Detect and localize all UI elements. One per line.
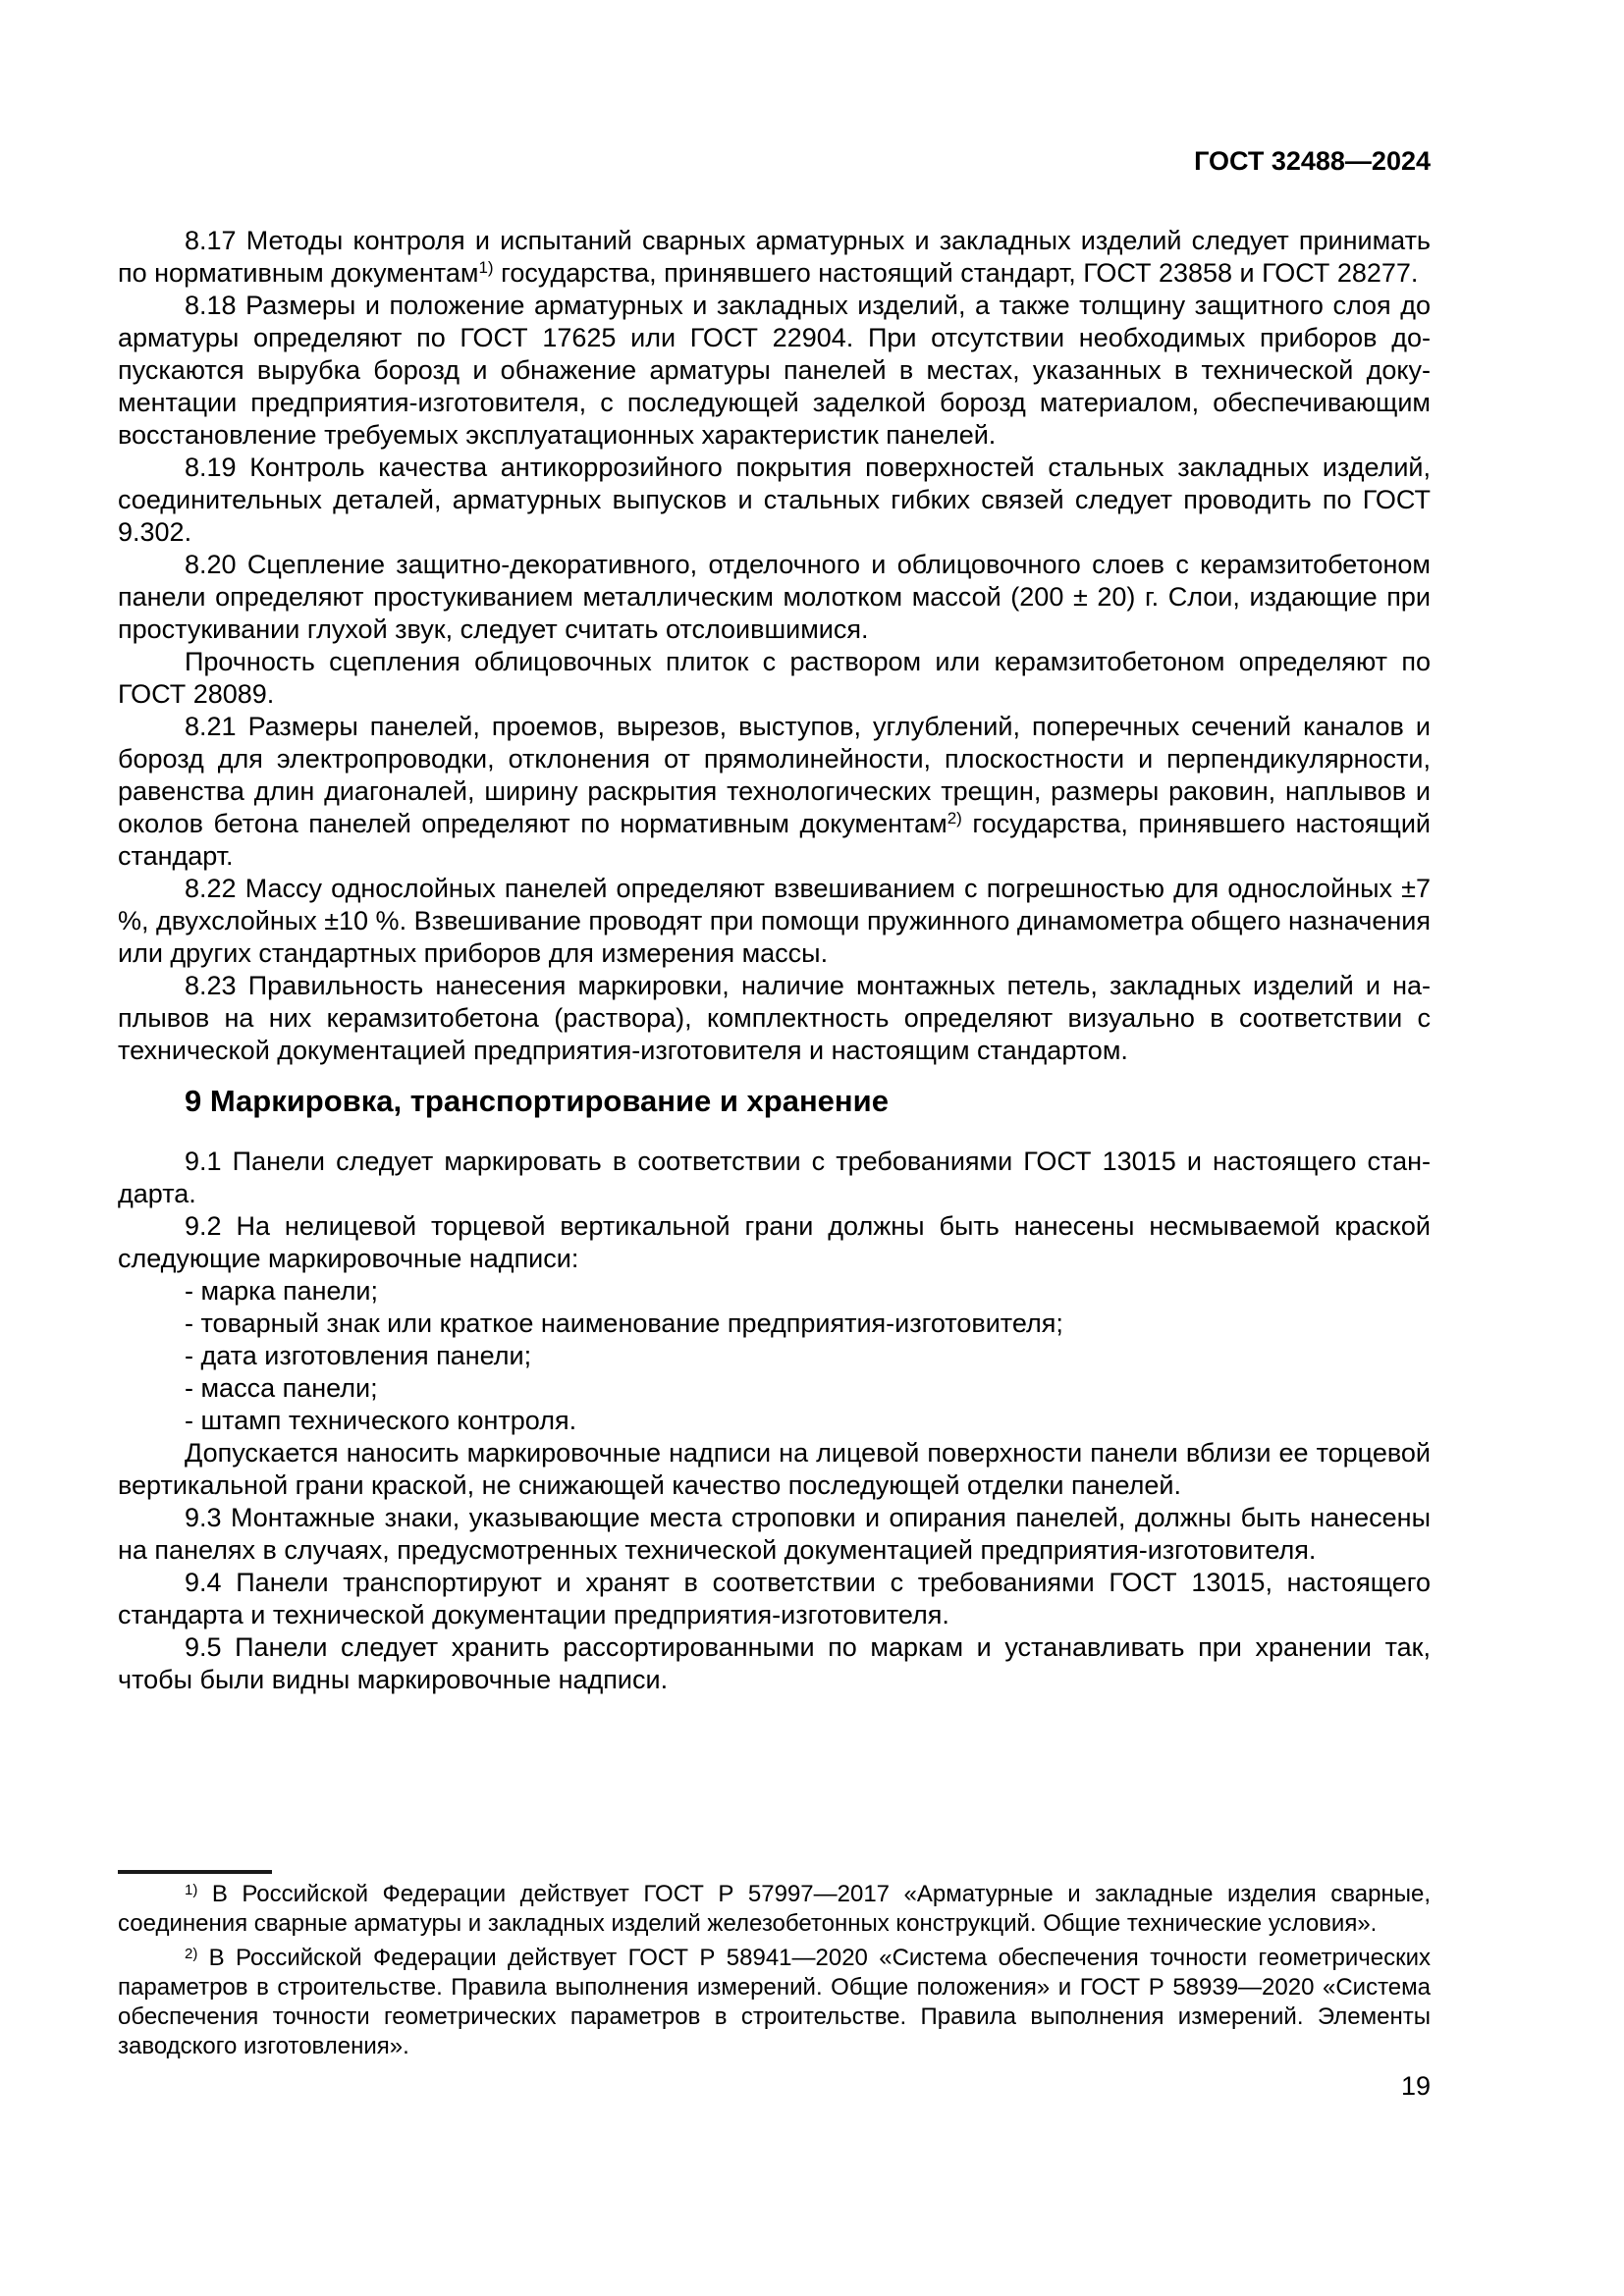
paragraph-9-4: 9.4 Панели транспортируют и хранят в соответствии с требованиями ГОСТ 13015, настоящего стандарта и технической документации предприятия-изготовителя. (118, 1568, 1431, 1629)
paragraph-8-20: 8.20 Сцепление защитно-декоративного, отделочного и облицовочного слоев с керамзитобетоном панели определяют простукиванием металлическим молотком массой (200 ± 20) г. Слои, издающие при простукивании глухой звук, следует считать отслоившимися. (118, 550, 1431, 644)
paragraph-9-2: 9.2 На нелицевой торцевой вертикальной грани должны быть нанесены несмываемой краской следующие маркировочные надписи: (118, 1211, 1431, 1273)
footnote-ref-1: 1) (478, 258, 494, 277)
paragraph-8-23: 8.23 Правильность нанесения маркировки, наличие монтажных петель, закладных изделий и наплывов на них керамзитобетона (раствора), комплектность определяют визуально в соответствии с технической документацией предприятия-изготовителя и настоящим стандартом. (118, 971, 1431, 1065)
running-header: ГОСТ 32488—2024 (1194, 146, 1431, 176)
footnote-1-text: В Российской Федерации действует ГОСТ Р 57997—2017 «Арматурные и закладные изделия сварные, соединения сварные арматуры и закладных изделий железобетонных конструкций. Общие технические условия». (118, 1881, 1431, 1937)
paragraph-8-21 (118, 711, 1431, 873)
list-item-control-stamp: - штамп технического контроля. (185, 1406, 577, 1435)
footnote-2 (118, 1944, 1431, 2061)
page-number: 19 (1400, 2071, 1431, 2101)
paragraph-8-17-text: 8.17 Методы контроля и испытаний сварных арматурных и закладных изделий следует принимать по нормативным документам (118, 226, 1431, 288)
paragraph-8-19: 8.19 Контроль качества антикоррозийного покрытия поверхностей стальных закладных изделий, соединительных деталей, арматурных выпусков и стальных гибких связей следует проводить по ГОСТ 9.302. (118, 453, 1431, 547)
paragraph-8-20-continuation: Прочность сцепления облицовочных плиток с раствором или керамзитобетоном определяют по ГОСТ 28089. (118, 647, 1431, 709)
paragraph-8-17-continuation: государства, принявшего настоящий стандарт, ГОСТ 23858 и ГОСТ 28277. (493, 258, 1419, 288)
paragraph-8-22: 8.22 Массу однослойных панелей определяют взвешиванием с погрешностью для однослойных ±7 %, двухслойных ±10 %. Взвешивание проводят при помощи пружинного динамометра общего назначения или других стандартных приборов для измерения массы. (118, 874, 1431, 968)
section-9-title: 9 Маркировка, транспортирование и хранение (185, 1084, 889, 1118)
list-item-manufacture-date: - дата изготовления панели; (185, 1341, 532, 1370)
paragraph-8-21-continuation: государства, принявшего настоящий стандарт. (118, 809, 1431, 871)
paragraph-8-17 (118, 225, 1431, 290)
list-item-panel-mark: - марка панели; (185, 1276, 379, 1306)
list-item-trademark: - товарный знак или краткое наименование предприятия-изготовителя; (185, 1308, 1063, 1338)
page-body (118, 225, 1431, 1696)
list-item-panel-mass: - масса панели; (185, 1373, 378, 1403)
footnote-1-marker: 1) (185, 1882, 198, 1898)
footnote-2-text: В Российской Федерации действует ГОСТ Р 58941—2020 «Система обеспечения точности геометрических параметров в строительстве. Правила выполнения измерений. Общие положения» и ГОСТ Р 58939—2020 «Система обеспечения точности геометрических параметров в строительстве. Правила выполнения измерений. Элементы заводского изготовления». (118, 1945, 1431, 2059)
paragraph-8-21-text: 8.21 Размеры панелей, проемов, вырезов, выступов, углублений, поперечных сечений каналов и борозд для электропроводки, отклонения от прямолинейности, плоскостности и перпендикулярности, равенства длин диагоналей, ширину раскрытия технологических трещин, размеры раковин, наплывов и околов бетона панелей определяют по нормативным документам (118, 712, 1431, 838)
paragraph-8-18: 8.18 Размеры и положение арматурных и закладных изделий, а также толщину защитного слоя до арматуры определяют по ГОСТ 17625 или ГОСТ 22904. При отсутствии необходимых приборов допускаются вырубка борозд и обнажение арматуры панелей в местах, указанных в технической документации предприятия-изготовителя, с последующей заделкой борозд материалом, обеспечивающим восстановление требуемых эксплуатационных характеристик панелей. (118, 291, 1431, 450)
footnote-1 (118, 1880, 1431, 1939)
footnote-separator-rule (118, 1870, 272, 1874)
paragraph-9-1: 9.1 Панели следует маркировать в соответствии с требованиями ГОСТ 13015 и настоящего стандарта. (118, 1147, 1431, 1208)
footnote-2-marker: 2) (185, 1946, 198, 1962)
paragraph-9-2-continuation: Допускается наносить маркировочные надписи на лицевой поверхности панели вблизи ее торцевой вертикальной грани краской, не снижающей качество последующей отделки панелей. (118, 1438, 1431, 1500)
footnote-ref-2: 2) (947, 809, 962, 828)
paragraph-9-3: 9.3 Монтажные знаки, указывающие места строповки и опирания панелей, должны быть нанесены на панелях в случаях, предусмотренных технической документацией предприятия-изготовителя. (118, 1503, 1431, 1565)
paragraph-9-5: 9.5 Панели следует хранить рассортированными по маркам и устанавливать при хранении так, чтобы были видны маркировочные надписи. (118, 1632, 1431, 1694)
footnotes-block (118, 1870, 1431, 2066)
